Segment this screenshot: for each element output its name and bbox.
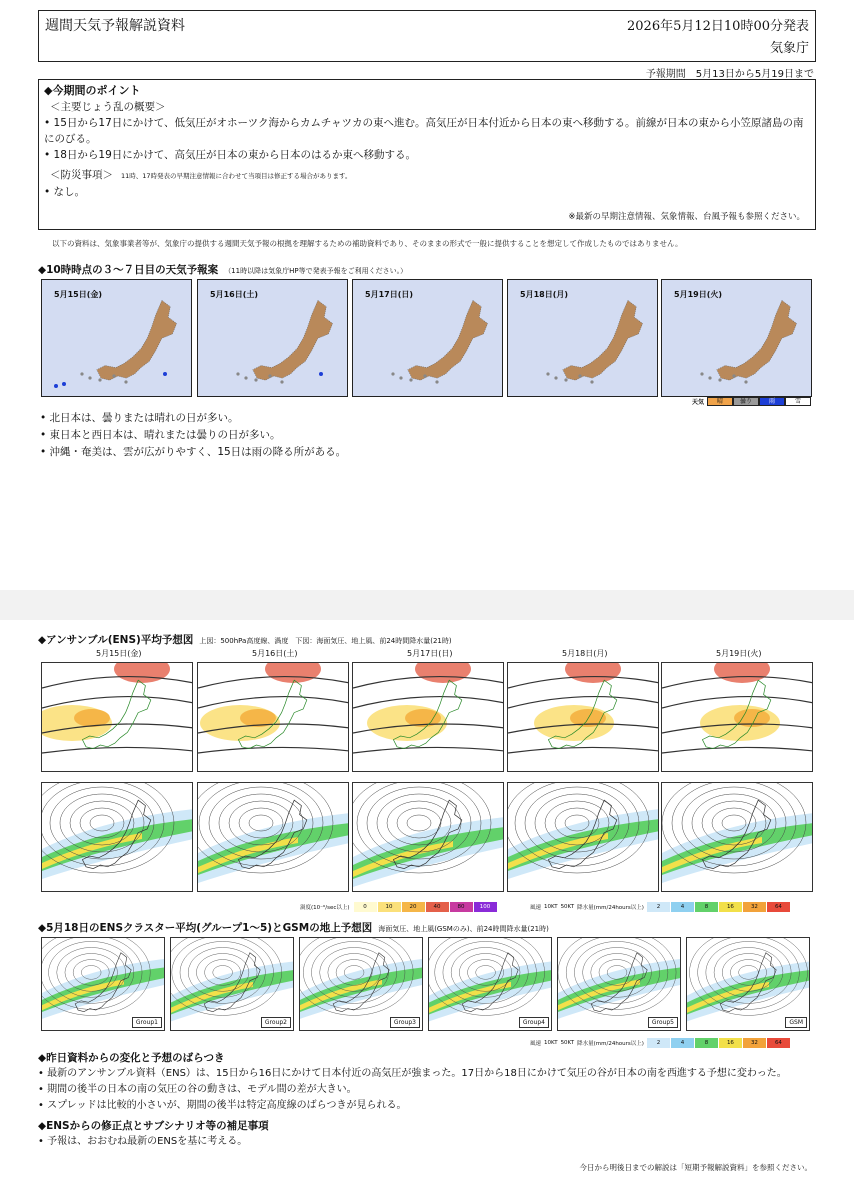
forecast-bullets (40, 410, 346, 461)
forecast-map-3 (352, 279, 503, 397)
wind-50kt-2: 50KT (560, 1040, 575, 1046)
cluster-group-label: Group4 (519, 1017, 549, 1028)
precip2-2: 2 (647, 1038, 671, 1048)
vort-20: 20 (402, 902, 426, 912)
precip2-8: 8 (695, 1038, 719, 1048)
forecast-bullet-2: • 東日本と西日本は、晴れまたは曇りの日が多い。 (40, 429, 281, 441)
ens-upper-map-5 (661, 662, 813, 772)
changes-section (38, 1050, 828, 1150)
forecast-bullet-3: • 沖縄・奄美は、雲が広がりやすく、15日は雨の降る所がある。 (40, 446, 347, 458)
changes-bullet-1: • 最新のアンサンブル資料（ENS）は、15日から16日にかけて日本付近の高気圧が強まった。17日から18日にかけて気圧の谷が日本の南を西進する予想に変わった。 (38, 1068, 787, 1079)
ens-surface-map-5 (661, 782, 813, 892)
forecast-bullet-1: • 北日本は、曇りまたは晴れの日が多い。 (40, 412, 239, 424)
forecast-map-5 (661, 279, 812, 397)
cluster-note: 海面気圧、地上風(GSMのみ)、前24時間降水量(21時) (378, 925, 549, 933)
disaster-subheading: ＜防災事項＞ 11時、17時発表の早期注意情報に合わせて当項目は修正する場合があります。 (50, 169, 352, 181)
cluster-group-label: Group2 (261, 1017, 291, 1028)
forecast-heading: ◆10時時点の３～７日目の天気予報案 （11時以降は気象庁HP等で発表予報をご利用ください。） (38, 264, 408, 276)
ens-day-label: 5月18日(月) (562, 649, 608, 658)
points-bullet-1: • 15日から17日にかけて、低気圧がオホーツク海からカムチャツカの東へ進む。高気圧が日本付近から日本の東へ移動する。前線が日本の東から小笠原諸島の南にのびる。 (44, 117, 804, 145)
page-separator (0, 590, 854, 620)
source-note: ※最新の早期注意情報、気象情報、台風予報も参照ください。 (568, 212, 805, 222)
cluster-map-6 (686, 937, 810, 1031)
disaster-note: 11時、17時発表の早期注意情報に合わせて当項目は修正する場合があります。 (121, 172, 352, 180)
cluster-heading: ◆5月18日のENSクラスター平均(グループ1～5)とGSMの地上予想図 海面気圧、地上風(GSMのみ)、前24時間降水量(21時) (38, 922, 549, 934)
disturbance-subheading: ＜主要じょう乱の概要＞ (50, 101, 166, 113)
wind-label: 風速 (530, 905, 542, 911)
ens-day-label: 5月15日(金) (96, 649, 142, 658)
cluster-group-label: Group5 (648, 1017, 678, 1028)
legend-label: 天気 (692, 399, 705, 406)
precip-2: 2 (647, 902, 671, 912)
vort-40: 40 (426, 902, 450, 912)
points-box (38, 79, 816, 230)
precip-label-2: 降水量(mm/24hours以上) (577, 1041, 644, 1047)
legend-snow: 雪 (785, 397, 811, 406)
ens-day-label: 5月19日(火) (716, 649, 762, 658)
ens-day-label: 5月17日(日) (407, 649, 453, 658)
vorticity-scale (300, 902, 498, 912)
cluster-group-label: Group1 (132, 1017, 162, 1028)
precip2-16: 16 (719, 1038, 743, 1048)
legend-rain: 雨 (759, 397, 785, 406)
cluster-group-label: Group3 (390, 1017, 420, 1028)
cluster-map-1 (41, 937, 165, 1031)
ens-heading: ◆アンサンブル(ENS)平均予想図 上図：500hPa高度線、渦度 下図：海面気圧、地上風、前24時間降水量(21時) (38, 634, 452, 646)
precip-8: 8 (695, 902, 719, 912)
points-bullet-3: • なし。 (44, 186, 86, 198)
cluster-map-5 (557, 937, 681, 1031)
wind-10kt-2: 10KT (544, 1040, 558, 1046)
precip-4: 4 (671, 902, 695, 912)
legend-sunny: 晴 (707, 397, 733, 406)
ens-upper-map-1 (41, 662, 193, 772)
ens-upper-map-2 (197, 662, 349, 772)
forecast-map-2 (197, 279, 348, 397)
precip-32: 32 (743, 902, 767, 912)
wind-50kt: 50KT (560, 904, 575, 910)
precip-64: 64 (767, 902, 791, 912)
header-box (38, 10, 816, 62)
vort-80: 80 (450, 902, 474, 912)
cluster-map-4 (428, 937, 552, 1031)
ens-day-label: 5月16日(土) (252, 649, 298, 658)
forecast-note: （11時以降は気象庁HP等で発表予報をご利用ください。） (224, 267, 408, 275)
wind-label-2: 風速 (530, 1041, 542, 1047)
wind-10kt: 10KT (544, 904, 558, 910)
ens-upper-map-4 (507, 662, 659, 772)
points-heading: ◆今期間のポイント (44, 84, 141, 97)
forecast-day-label: 5月19日(火) (674, 290, 723, 299)
issued-time: 2026年5月12日10時00分発表 (627, 19, 809, 34)
forecast-day-label: 5月15日(金) (54, 290, 103, 299)
precip2-4: 4 (671, 1038, 695, 1048)
forecast-day-label: 5月16日(土) (210, 290, 259, 299)
vort-100: 100 (474, 902, 498, 912)
forecast-map-1 (41, 279, 192, 397)
changes-heading: ◆昨日資料からの変化と予想のばらつき (38, 1052, 225, 1064)
forecast-map-4 (507, 279, 658, 397)
ens-surface-map-4 (507, 782, 659, 892)
ens-upper-map-3 (352, 662, 504, 772)
cluster-map-3 (299, 937, 423, 1031)
footer-note: 今日から明後日までの解説は「短期予報解説資料」を参照ください。 (579, 1163, 812, 1172)
supp-bullet-1: • 予報は、おおむね最新のENSを基に考える。 (38, 1136, 248, 1147)
supp-heading: ◆ENSからの修正点とサブシナリオ等の補足事項 (38, 1120, 269, 1132)
forecast-day-label: 5月18日(月) (520, 290, 569, 299)
ens-surface-map-3 (352, 782, 504, 892)
legend-cloudy: 曇り (733, 397, 759, 406)
precip-16: 16 (719, 902, 743, 912)
forecast-period: 予報期間 5月13日から5月19日まで (645, 69, 814, 80)
forecast-day-label: 5月17日(日) (365, 290, 414, 299)
disclaimer: 以下の資料は、気象事業者等が、気象庁の提供する週間天気予報の根拠を理解するための補助資料であり、そのままの形式で一般に提供することを想定して作成したものではありません。 (52, 239, 683, 248)
vort-10: 10 (378, 902, 402, 912)
document-title: 週間天気予報解説資料 (45, 18, 185, 34)
precip2-64: 64 (767, 1038, 791, 1048)
vort-0: 0 (354, 902, 378, 912)
ens-surface-map-1 (41, 782, 193, 892)
weather-legend (692, 397, 811, 406)
cluster-map-2 (170, 937, 294, 1031)
ens-note: 上図：500hPa高度線、渦度 下図：海面気圧、地上風、前24時間降水量(21時) (199, 637, 452, 645)
wind-precip-scale-1 (530, 902, 791, 912)
changes-bullet-2: • 期間の後半の日本の南の気圧の谷の動きは、モデル間の差が大きい。 (38, 1084, 357, 1095)
changes-bullet-3: • スプレッドは比較的小さいが、期間の後半は特定高度線のばらつきが見られる。 (38, 1100, 407, 1111)
ens-surface-map-2 (197, 782, 349, 892)
vorticity-label: 渦度(10⁻⁶/sec以上) (300, 905, 350, 911)
precip-label: 降水量(mm/24hours以上) (577, 905, 644, 911)
wind-precip-scale-2 (530, 1038, 791, 1048)
points-bullet-2: • 18日から19日にかけて、高気圧が日本の東から日本のはるか東へ移動する。 (44, 149, 417, 161)
agency-name: 気象庁 (769, 41, 809, 56)
cluster-group-label: GSM (785, 1017, 807, 1028)
precip2-32: 32 (743, 1038, 767, 1048)
